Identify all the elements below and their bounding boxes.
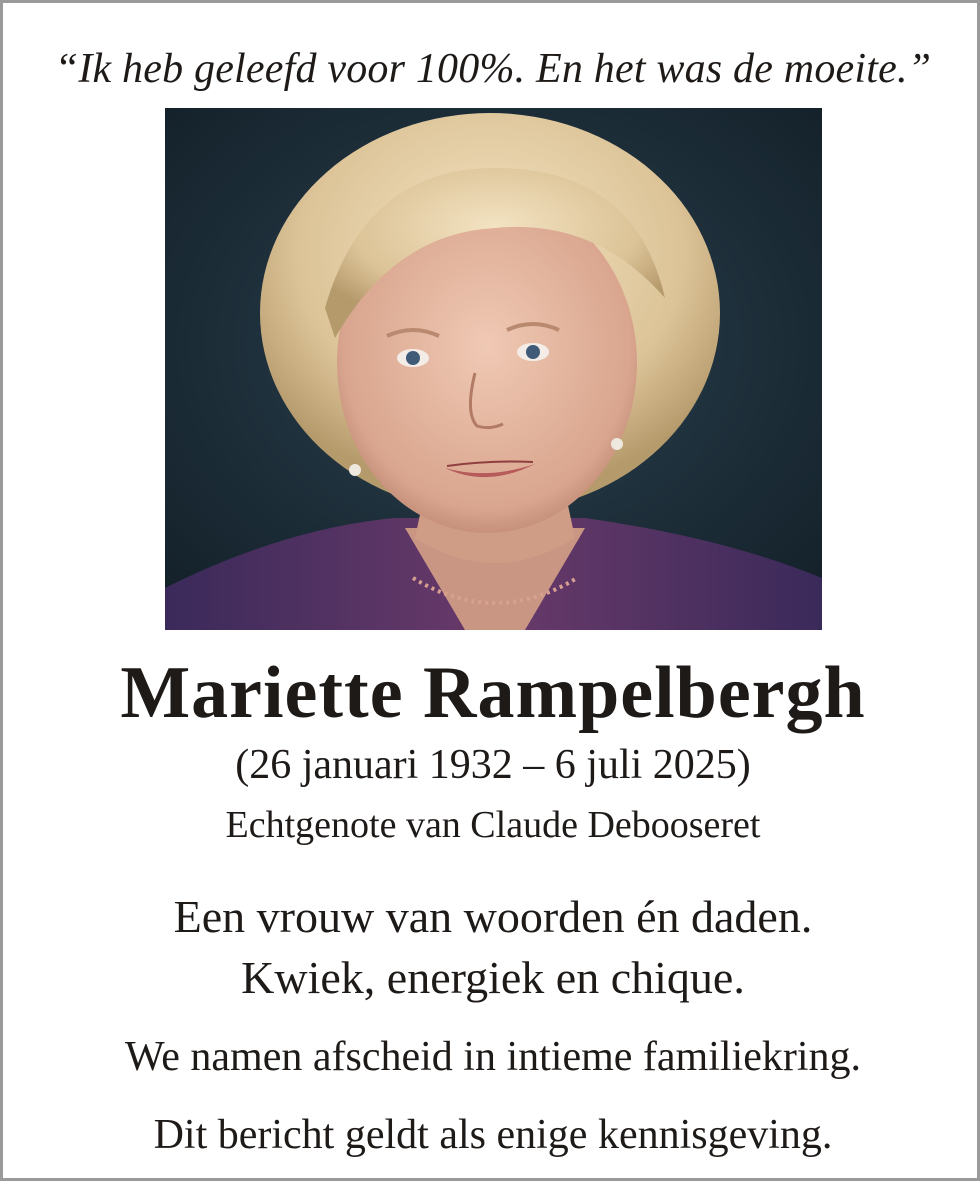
- tagline-line-2: Kwiek, energiek en chique.: [241, 952, 745, 1003]
- quote-text: “Ik heb geleefd voor 100%. En het was de moeite.”: [54, 46, 932, 92]
- spouse-text: Echtgenote van Claude Debooseret: [225, 804, 761, 846]
- portrait-photo: [165, 108, 822, 630]
- deceased-name: Mariette Rampelbergh: [120, 652, 866, 734]
- farewell-text: We namen afscheid in intieme familiekring.: [124, 1034, 862, 1080]
- life-dates: (26 januari 1932 – 6 juli 2025): [235, 742, 751, 788]
- tagline-line-1: Een vrouw van woorden én daden.: [173, 891, 813, 942]
- notice-text: Dit bericht geldt als enige kennisgeving.: [153, 1112, 833, 1158]
